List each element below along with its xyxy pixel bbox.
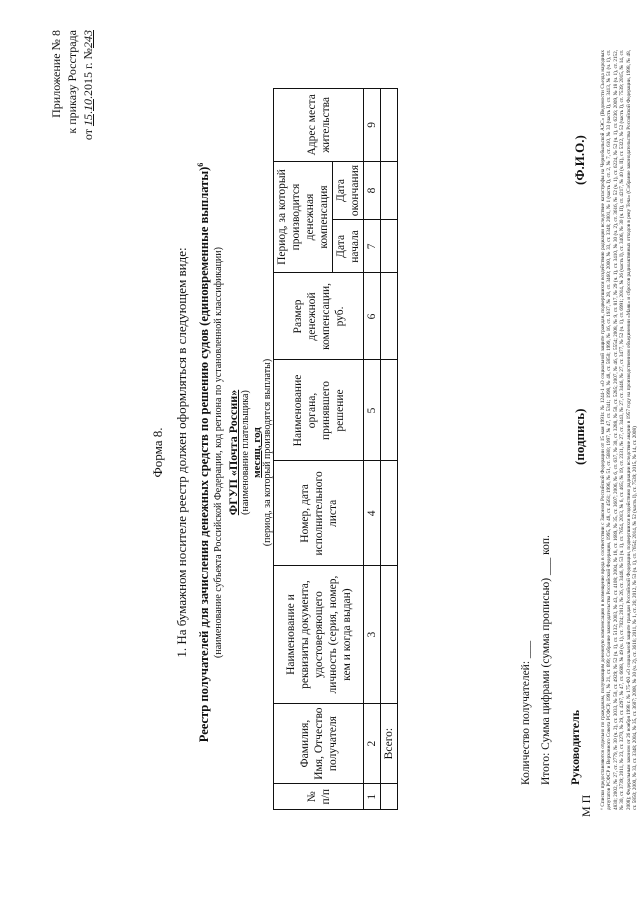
header-document: Наименование и реквизиты документа, удостоверяющего личность (серия, номер, кем и когда выдан) xyxy=(274,566,364,703)
head-label: Руководитель xyxy=(568,709,582,785)
register-title xyxy=(196,0,212,905)
subject-caption: (наименование субъекта Российской Федерации, код региона по установленной классификации) xyxy=(213,247,224,658)
total-empty-cell xyxy=(381,784,398,810)
col-number: 9 xyxy=(364,89,381,162)
payer-caption: (наименование плательщика) xyxy=(240,390,251,515)
total-in-words: Итого: Сумма цифрами (сумма прописью) ___ коп. xyxy=(540,535,552,785)
organization-name: ФГУП «Почта России» xyxy=(226,389,240,516)
header-no: № п/п xyxy=(274,784,364,810)
order-number: 243 xyxy=(81,30,95,48)
date-month: 10 xyxy=(81,99,95,112)
header-row-1 xyxy=(274,89,333,810)
col-number: 6 xyxy=(364,273,381,360)
date-prefix: от xyxy=(81,129,95,141)
total-label: Всего: xyxy=(381,703,398,784)
appendix-order-ref: к приказу Росстрада xyxy=(65,30,79,134)
total-row xyxy=(381,89,398,810)
date-year: .2015 г. № xyxy=(81,48,95,100)
header-period-start: Дата начала xyxy=(333,220,364,273)
date-day: 15 xyxy=(81,114,95,127)
appendix-block xyxy=(48,30,96,210)
header-amount: Размер денежной компенсации, руб. xyxy=(274,273,364,360)
recipients-count: Количество получателей: ___ xyxy=(520,640,532,785)
col-number: 5 xyxy=(364,360,381,461)
col-number: 1 xyxy=(364,784,381,810)
date-sep: . xyxy=(81,111,95,115)
col-number: 4 xyxy=(364,461,381,566)
total-empty-cell xyxy=(381,89,398,162)
header-writ: Номер, дата исполнительного листа xyxy=(274,461,364,566)
total-empty-cell xyxy=(381,360,398,461)
column-number-row xyxy=(364,89,381,810)
header-period: Период, за который производится денежная компенсация xyxy=(274,161,333,273)
total-empty-cell xyxy=(381,220,398,273)
form-number: Форма 8. xyxy=(150,427,165,478)
col-number: 2 xyxy=(364,703,381,784)
total-empty-cell xyxy=(381,161,398,220)
period-caption: (период, за который производятся выплаты) xyxy=(262,358,273,547)
register-table xyxy=(273,88,398,810)
header-name: Фамилия, Имя, Отчество получателя xyxy=(274,703,364,784)
col-number: 7 xyxy=(364,220,381,273)
header-period-end: Дата окончания xyxy=(333,161,364,220)
signature-caption: (подпись) xyxy=(572,408,587,465)
header-address: Адрес места жительства xyxy=(274,89,364,162)
col-number: 8 xyxy=(364,161,381,220)
appendix-number: Приложение № 8 xyxy=(49,30,63,118)
period-value: месяц, год xyxy=(251,427,263,478)
total-amount-cell xyxy=(381,273,398,360)
header-issuing-body: Наименование органа, принявшего решение xyxy=(274,360,364,461)
appendix-date-line xyxy=(80,30,96,210)
footnote: ⁶ Списки предоставляются отдельно по гражданам, получающим денежную компенсацию в возмещение вреда в соответствии с Законом Российской Федерации от 15 мая 1991г. № 1244-1 «О социальной защите граждан, подвергшихся воздействию радиации вследствие катастрофы на Чернобыльской АЭС» (Ведомости Съезда народных депутатов РСФСР и Верховного Совета РСФСР, 1991, № 21, ст. 699; Собрание законодательства Российской Федерации, 1995, № 48, ст. 4561; 1996, № 51, ст. 5680; 1997, № 47, ст. 5341; 1998, № 48, ст. 5850; 1999, № 16, ст. 1937, № 28, ст. 3460; 2000, № 33, ст. 3348; 2001, № 1 (часть I), ст. 2, № 7, ст. 610, № 33 (часть I), ст. 3413, № 51 (ч. 1), ст. 4830; 2002, № 27, ст. 2779, № 30 (ч. 2), ст. 3033, № 50, ст. 4929; № 52 (ч. 1), ст. 5132; 2003, № 43, ст. 4108; 2004, № 18, ст. 1689, № 35, ст. 3607; 2006, № 6, ст. 637, № 30, ст. 3288, № 50, ст. 5285; 2007, № 46, ст. 5554; 2008, № 9, ст. 817, № 29 (ч. 1), ст. 3410, № 30 (ч. 2), ст. 3616, № 52 (ч. 1), ст. 6224, № 52 (ч. 1), ст. 6236; 2009, № 18 (ч. 1), ст. 2152, № 30, ст. 3739; 2011, № 23, ст. 3270, № 29, ст. 4297, № 47, ст. 6608, № 49 (ч. 1), ст. 7024; 2012, № 26, ст. 3446, № 53 (ч. 1), ст. 7654, 2013, № 6, ст. 465; № 19, ст. 2331, № 27, ст. 3443, № 27, ст. 3446, № 27, ст. 3477, № 52 (ч. 1), ст. 6991; 2014, № 26 (часть I), ст. 3406, № 30 (ч. II), ст. 4217, № 40 (ч. II), ст. 5322, № 52 (часть I), ст. 7539; 2015, № 14, ст. 2008); Федеральным законом от 26 ноября 1998 г. № 175-ФЗ «О социальной защите граждан Российской Федерации, подвергшихся воздействию радиации вследствие аварии в 1957 году на производственном объединении «Маяк» и сбросов радиоактивных отходов в реку Теча» (Собрание законодательства Российской Федерации, 1998, № 48, ст. 5850; 2000, № 33, ст. 3348; 2004, № 35, ст. 3607; 2008, № 30 (ч. 2), ст. 3616; 2011, № 1, ст. 26; 2012, № 53 (ч. 1), ст. 7654; 2014, № 52 (часть I), ст. 7539; 2015, № 14, ст. 2008) xyxy=(600,50,639,810)
register-title-text: Реестр получателей для зачисления денежных средств по решению судов (единовременные выплаты) xyxy=(197,166,212,743)
title-footnote-mark: 6 xyxy=(196,162,205,167)
full-name-caption: (Ф.И.О.) xyxy=(572,135,587,185)
total-empty-cell xyxy=(381,566,398,703)
total-empty-cell xyxy=(381,461,398,566)
intro-line: 1. На бумажном носителе реестр должен оформляться в следующем виде: xyxy=(174,247,189,658)
col-number: 3 xyxy=(364,566,381,703)
stamp-place: М П xyxy=(579,794,593,817)
